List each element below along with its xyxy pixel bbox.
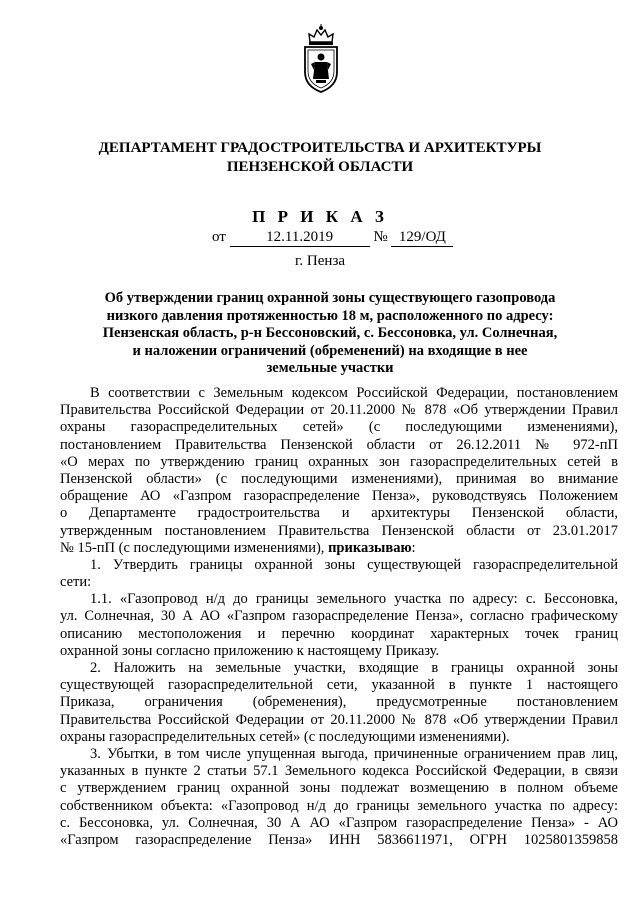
body-line <box>60 763 618 780</box>
body-line <box>60 505 618 522</box>
document-type: П Р И К А З <box>252 207 388 226</box>
body-line-text: Правительства Российской Федерации от 20.11.2000 № 878 «Об утверждении Правил <box>60 402 618 419</box>
body-line <box>60 729 618 746</box>
body-line <box>60 557 618 574</box>
body-line <box>60 626 618 643</box>
document-number: 129/ОД <box>391 228 453 247</box>
body-line <box>60 677 618 694</box>
body-line-text: В соответствии с Земельным кодексом Российской Федерации, постановлением <box>90 385 618 401</box>
organization-name-line-1: ДЕПАРТАМЕНТ ГРАДОСТРОИТЕЛЬСТВА И АРХИТЕКТУРЫ <box>98 140 542 156</box>
body-line-text: 3. Убытки, в том числе упущенная выгода, причиненные ограничением прав лиц, <box>90 745 618 762</box>
title-line: земельные участки <box>266 360 394 376</box>
body-line-text: охраны газораспределительных сетей» (с последующими изменениями), <box>60 419 618 436</box>
title-line: и наложении ограничений (обременений) на входящие в нее <box>132 342 528 359</box>
body-line-text: Правительства Российской Федерации от 20.11.2000 № 878 «Об утверждении Правил <box>60 711 618 728</box>
date-number-line <box>212 228 453 247</box>
body-line <box>60 694 618 711</box>
body-line <box>60 523 618 540</box>
body-line <box>60 660 618 677</box>
body-line-text: существующей газораспределительной сети, указанной в пункте 1 настоящего <box>60 677 618 694</box>
document-title <box>80 290 580 378</box>
body-line-text: с утверждением границ охранной зоны подлежат возмещению в полном объеме <box>60 780 618 797</box>
body-line-text: собственником объекта: «Газопровод н/д до границы земельного участка по адресу: <box>60 797 618 814</box>
body-line-text: 2. Наложить на земельные участки, входящие в границы охранной зоны <box>90 660 618 676</box>
body-line-text: с. Бессоновка, ул. Солнечная, 30 А АО «Газпром газораспределение Пенза» - АО <box>60 814 618 831</box>
body-line <box>60 591 618 608</box>
body-line <box>60 780 618 797</box>
document-body <box>60 385 618 849</box>
number-prefix: № <box>373 229 388 245</box>
body-line-text: «Газпром газораспределение Пенза» ИНН 5836611971, ОГРН 1025801359858 <box>60 831 618 848</box>
body-line <box>60 488 618 505</box>
body-line <box>60 471 618 488</box>
body-line-text: 1. Утвердить границы охранной зоны существующей газораспределительной <box>90 556 618 573</box>
title-line: Об утверждении границ охранной зоны существующего газопровода <box>104 290 556 306</box>
body-line-text: описанию местоположения и перечню координат характерных точек границ <box>60 625 618 642</box>
body-line <box>60 385 618 402</box>
body-line <box>60 540 618 557</box>
body-line <box>60 798 618 815</box>
title-line: низкого давления протяженностью 18 м, расположенного по адресу: <box>106 307 554 324</box>
body-line-text: указанных в пункте 2 статьи 57.1 Земельного кодекса Российской Федерации, в связи <box>60 763 618 780</box>
body-line-text: Приказа, ограничения (обременения), предусмотренные постановлением <box>60 694 618 711</box>
body-line-text: 1.1. «Газопровод н/д до границы земельного участка по адресу: с. Бессоновка, <box>90 591 618 608</box>
body-line <box>60 454 618 471</box>
body-line-text: обращение АО «Газпром газораспределение Пенза», руководствуясь Положением <box>60 488 618 505</box>
body-line <box>60 419 618 436</box>
body-line-text: о Департаменте градостроительства и архитектуры Пензенской области, <box>60 505 618 522</box>
date-prefix: от <box>212 229 226 245</box>
body-line-text: утвержденным постановлением Правительства Пензенской области от 23.01.2017 <box>60 522 618 539</box>
title-line: Пензенская область, р-н Бессоновский, с. Бессоновка, ул. Солнечная, <box>102 325 558 341</box>
coat-of-arms-icon <box>296 24 346 94</box>
body-line-text: охраны газораспределительных сетей» (с последующими изменениями). <box>60 728 510 745</box>
order-keyword: приказываю <box>324 539 412 556</box>
body-line-text: сети: <box>60 574 92 591</box>
body-line-text: «О мерах по утверждению границ охранных зон газораспределительных сетей в <box>60 453 618 470</box>
body-line <box>60 746 618 763</box>
organization-name-line-2: ПЕНЗЕНСКОЙ ОБЛАСТИ <box>226 159 414 175</box>
body-line <box>60 608 618 625</box>
body-line-text: № 15-пП (с последующими изменениями), <box>60 539 325 556</box>
body-line <box>60 832 618 849</box>
body-line-text: охранной зоны согласно приложению к настоящему Приказу. <box>60 642 440 659</box>
city: г. Пенза <box>294 253 346 269</box>
body-line <box>60 574 618 591</box>
body-line <box>60 643 618 660</box>
body-line <box>60 437 618 454</box>
body-line-text: ул. Солнечная, 30 А АО «Газпром газораспределение Пенза», согласно графическому <box>60 608 618 625</box>
body-line <box>60 815 618 832</box>
document-date: 12.11.2019 <box>230 228 370 247</box>
body-line <box>60 712 618 729</box>
body-line <box>60 402 618 419</box>
body-line-text: постановлением Правительства Пензенской области от 26.12.2011 № 972-пП <box>60 436 618 453</box>
body-line-suffix: : <box>411 539 416 556</box>
body-line-text: Пензенской области» (с последующими изменениями), принимая во внимание <box>60 470 618 487</box>
